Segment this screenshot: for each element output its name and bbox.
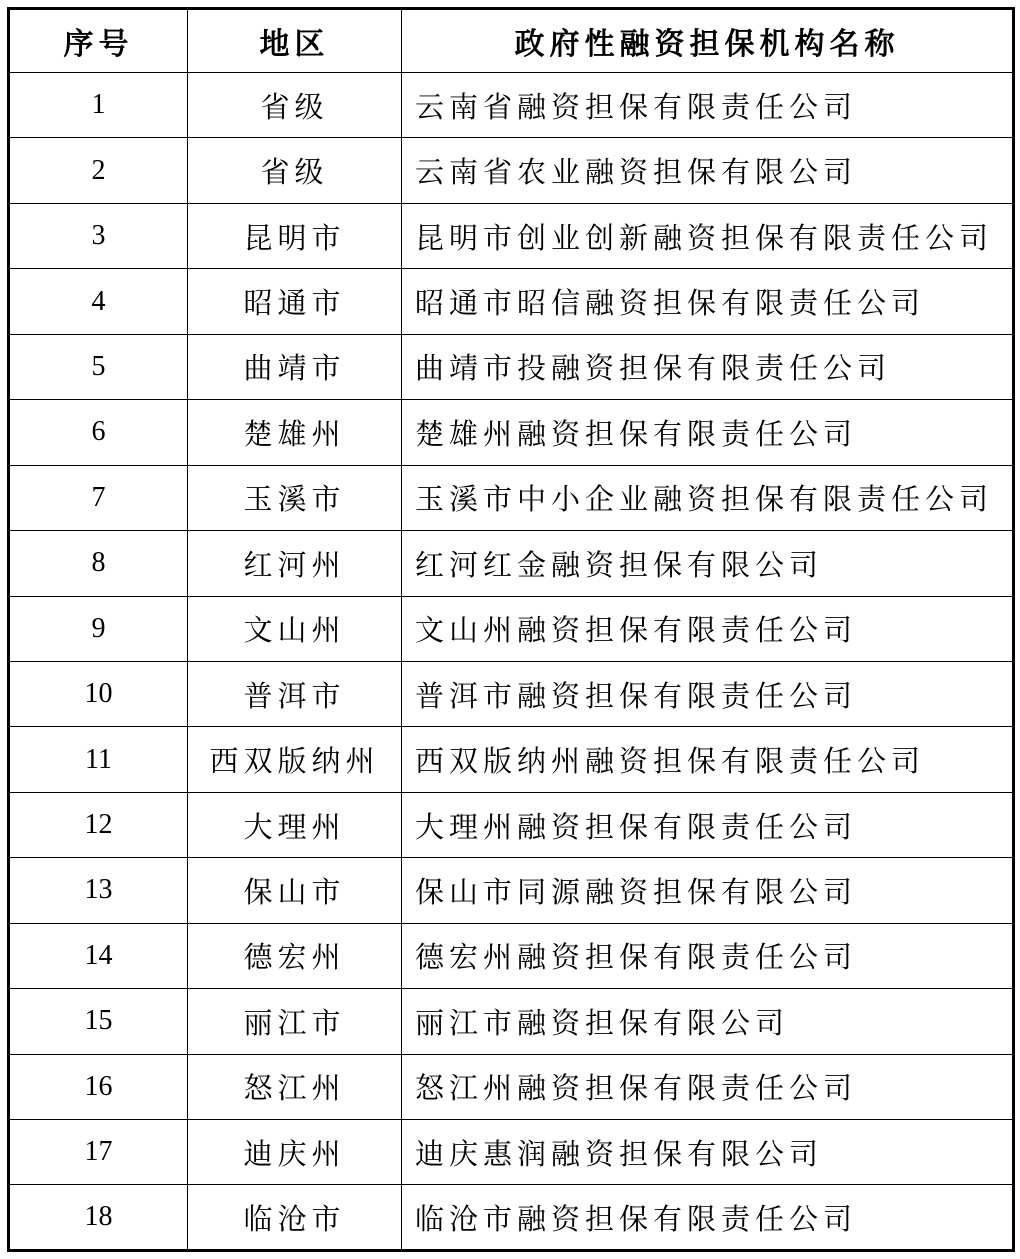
table-row	[9, 531, 1014, 596]
cell-name: 昆明市创业创新融资担保有限责任公司	[402, 203, 1014, 268]
cell-no: 10	[9, 661, 188, 726]
table-row	[9, 73, 1014, 138]
cell-region: 玉溪市	[188, 465, 402, 530]
cell-region: 曲靖市	[188, 334, 402, 399]
table-row	[9, 334, 1014, 399]
cell-name: 迪庆惠润融资担保有限公司	[402, 1120, 1014, 1185]
cell-region: 文山州	[188, 596, 402, 661]
table-row	[9, 661, 1014, 726]
column-header-no: 序号	[9, 9, 188, 73]
table-row	[9, 1185, 1014, 1251]
cell-no: 11	[9, 727, 188, 792]
table-row	[9, 1120, 1014, 1185]
cell-region: 临沧市	[188, 1185, 402, 1251]
table-header-row	[9, 9, 1014, 73]
cell-region: 迪庆州	[188, 1120, 402, 1185]
table-row	[9, 203, 1014, 268]
cell-name: 大理州融资担保有限责任公司	[402, 792, 1014, 857]
table-row	[9, 138, 1014, 203]
cell-region: 德宏州	[188, 923, 402, 988]
cell-no: 7	[9, 465, 188, 530]
cell-name: 玉溪市中小企业融资担保有限责任公司	[402, 465, 1014, 530]
table-row	[9, 1054, 1014, 1119]
cell-region: 昭通市	[188, 269, 402, 334]
cell-no: 14	[9, 923, 188, 988]
cell-name: 红河红金融资担保有限公司	[402, 531, 1014, 596]
cell-name: 文山州融资担保有限责任公司	[402, 596, 1014, 661]
cell-name: 昭通市昭信融资担保有限责任公司	[402, 269, 1014, 334]
cell-name: 曲靖市投融资担保有限责任公司	[402, 334, 1014, 399]
table-row	[9, 596, 1014, 661]
cell-no: 13	[9, 858, 188, 923]
cell-region: 丽江市	[188, 989, 402, 1054]
cell-region: 省级	[188, 138, 402, 203]
cell-no: 3	[9, 203, 188, 268]
table-row	[9, 989, 1014, 1054]
cell-no: 17	[9, 1120, 188, 1185]
table-row	[9, 792, 1014, 857]
cell-region: 昆明市	[188, 203, 402, 268]
cell-region: 怒江州	[188, 1054, 402, 1119]
cell-no: 12	[9, 792, 188, 857]
column-header-institution-name: 政府性融资担保机构名称	[402, 9, 1014, 73]
cell-no: 15	[9, 989, 188, 1054]
table-row	[9, 858, 1014, 923]
cell-no: 4	[9, 269, 188, 334]
cell-name: 保山市同源融资担保有限公司	[402, 858, 1014, 923]
cell-no: 6	[9, 400, 188, 465]
table-row	[9, 465, 1014, 530]
cell-name: 临沧市融资担保有限责任公司	[402, 1185, 1014, 1251]
cell-region: 保山市	[188, 858, 402, 923]
cell-no: 18	[9, 1185, 188, 1251]
guarantee-institutions-table	[7, 7, 1015, 1252]
cell-region: 普洱市	[188, 661, 402, 726]
cell-no: 16	[9, 1054, 188, 1119]
cell-no: 2	[9, 138, 188, 203]
cell-no: 8	[9, 531, 188, 596]
cell-region: 红河州	[188, 531, 402, 596]
table-body	[9, 73, 1014, 1251]
table-row	[9, 400, 1014, 465]
cell-name: 德宏州融资担保有限责任公司	[402, 923, 1014, 988]
cell-name: 云南省农业融资担保有限公司	[402, 138, 1014, 203]
cell-no: 1	[9, 73, 188, 138]
cell-region: 大理州	[188, 792, 402, 857]
cell-name: 楚雄州融资担保有限责任公司	[402, 400, 1014, 465]
table-header	[9, 9, 1014, 73]
cell-name: 云南省融资担保有限责任公司	[402, 73, 1014, 138]
cell-name: 丽江市融资担保有限公司	[402, 989, 1014, 1054]
cell-no: 5	[9, 334, 188, 399]
cell-name: 西双版纳州融资担保有限责任公司	[402, 727, 1014, 792]
cell-name: 怒江州融资担保有限责任公司	[402, 1054, 1014, 1119]
table-row	[9, 269, 1014, 334]
cell-name: 普洱市融资担保有限责任公司	[402, 661, 1014, 726]
cell-region: 楚雄州	[188, 400, 402, 465]
cell-no: 9	[9, 596, 188, 661]
cell-region: 省级	[188, 73, 402, 138]
table-row	[9, 727, 1014, 792]
table-row	[9, 923, 1014, 988]
column-header-region: 地区	[188, 9, 402, 73]
cell-region: 西双版纳州	[188, 727, 402, 792]
